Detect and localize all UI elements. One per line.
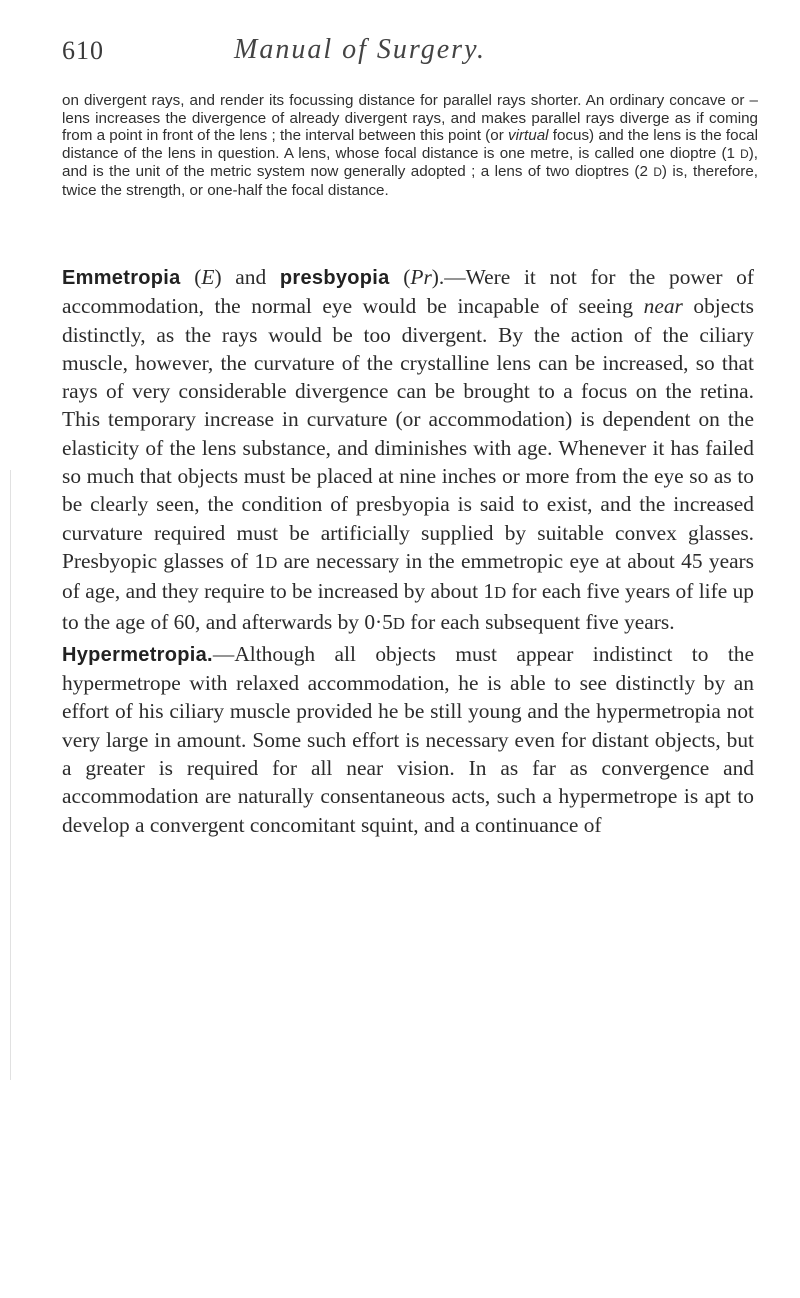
dioptre-symbol-4: D	[494, 583, 507, 603]
small-text-2: focus) and the lens is the focal distance of the lens in question. A lens, whose focal distance is one metre, is called one dioptre (1	[62, 127, 758, 162]
dioptre-symbol-2: D	[653, 165, 662, 180]
dioptre-symbol-1: D	[740, 146, 749, 161]
large-text-body	[62, 263, 754, 839]
abbr-open-2: (	[389, 265, 411, 289]
small-text-1: on divergent rays, and render its focussing distance for parallel rays shorter. An ordinary concave or – lens increases the divergence of already divergent rays, and makes parallel rays diverge as if coming from a point in front of the lens ; the interval between this point (or	[62, 92, 758, 145]
abbr-open-1: (	[180, 265, 202, 289]
scan-edge-line	[10, 470, 15, 1080]
abbr-e: E	[201, 265, 215, 289]
small-paragraph	[62, 92, 758, 200]
small-text-4: ) is, therefore, twice the strength, or one-half the focal distance.	[62, 163, 758, 199]
virtual-word: virtual	[508, 127, 549, 145]
presbyopia-heading: presbyopia	[279, 267, 390, 289]
hypermetropia-text: —Although all objects must appear indistinct to the hypermetrope with relaxed accommodation, he is able to see distinctly by an effort of his ciliary muscle provided he be still young and the hypermetropia not very large in amount. Some such effort is necessary even for distant objects, but a greater is required for all near vision. In as far as convergence and accommodation are naturally consentaneous acts, such a hypermetrope is apt to develop a convergent concomitant squint, and a continuance of	[62, 641, 754, 837]
emmetropia-text-5: for each subsequent five years.	[404, 609, 675, 634]
dioptre-symbol-3: D	[265, 552, 278, 572]
running-head: Manual of Surgery.	[234, 34, 486, 65]
near-word: near	[643, 294, 683, 319]
emmetropia-heading: Emmetropia	[62, 267, 181, 289]
emmetropia-text-4: for each five years of life up to the age of 60, and afterwards by 0·5	[62, 579, 755, 634]
page-number: 610	[62, 36, 104, 65]
hypermetropia-paragraph	[62, 640, 754, 839]
dioptre-symbol-5: D	[392, 613, 405, 633]
emmetropia-paragraph	[62, 263, 754, 638]
hypermetropia-heading: Hypermetropia.	[62, 643, 213, 666]
emmetropia-text-3: are necessary in the emmetropic eye at about 45 years of age, and they require to be increased by about 1	[62, 548, 755, 604]
small-paragraph-text	[62, 92, 758, 200]
abbr-pr: Pr	[410, 265, 432, 289]
page-header	[62, 36, 762, 86]
small-text-3: ), and is the unit of the metric system now generally adopted ; a lens of two dioptres (2	[62, 144, 758, 181]
emmetropia-text-1: —Were it not for the power of accommodation, the normal eye would be incapable of seeing	[62, 265, 754, 319]
abbr-close-1: ) and	[214, 265, 280, 289]
abbr-close-2: ).	[431, 265, 445, 289]
emmetropia-text-2: objects distinctly, as the rays would be too divergent. By the action of the ciliary muscle, however, the curvature of the crystalline lens can be increased, so that rays of very considerable divergence can be brought to a focus on the retina. This temporary increase in curvature (or accommodation) is dependent on the elasticity of the lens substance, and diminishes with age. Whenever it has failed so much that objects must be placed at nine inches or more from the eye so as to be clearly seen, the condition of presbyopia is said to exist, and the increased curvature required must be artificially supplied by suitable convex glasses. Presbyopic glasses of 1	[62, 294, 755, 573]
